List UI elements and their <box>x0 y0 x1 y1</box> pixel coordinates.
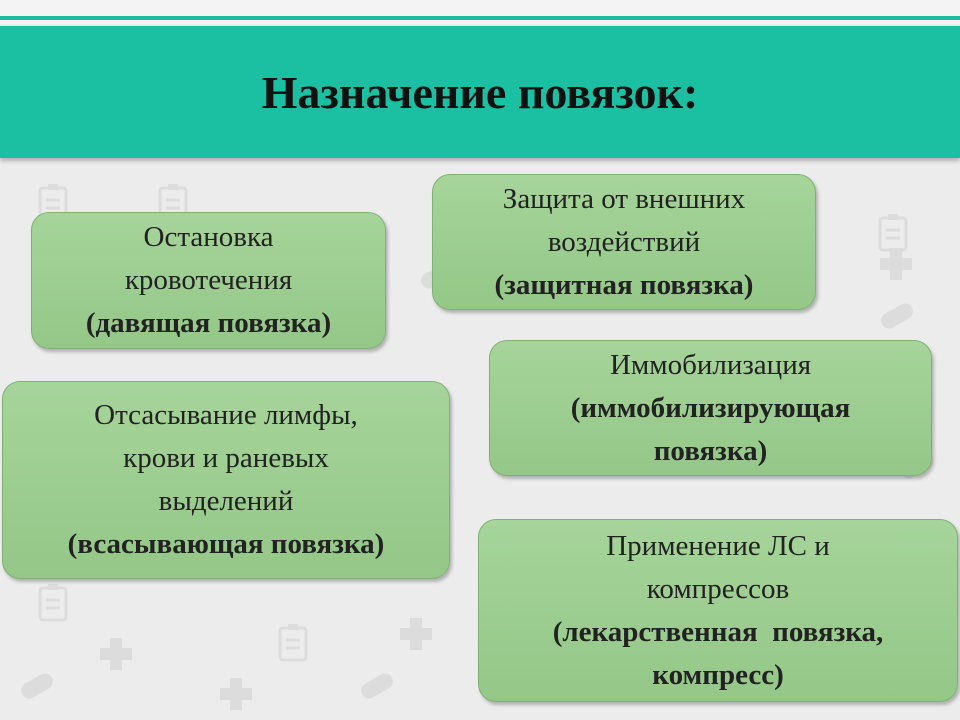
box-text-line: выделений <box>158 485 294 517</box>
box-text-line: Остановка <box>143 221 274 253</box>
top-accent-line <box>0 16 960 20</box>
box-text-line: крови и раневых <box>123 442 329 474</box>
box-bandage-type: (защитная повязка) <box>494 268 754 301</box>
box-text-line: Отсасывание лимфы, <box>94 399 358 431</box>
box-bandage-type: (давящая повязка) <box>85 307 332 339</box>
title-band <box>0 26 960 158</box>
box-bleeding-stop <box>31 212 386 349</box>
box-text-line: компрессов <box>646 572 790 605</box>
box-text-line: кровотечения <box>124 264 293 296</box>
box-bandage-type: компресс) <box>652 658 784 691</box>
box-bandage-type: повязка) <box>653 434 768 467</box>
box-bandage-type: (всасывающая повязка) <box>67 528 385 560</box>
top-strip <box>0 0 960 24</box>
box-immobilization <box>489 340 932 476</box>
box-protection <box>432 174 816 310</box>
box-text-line: Защита от внешних <box>502 182 746 215</box>
page-title: Назначение повязок: <box>261 66 699 118</box>
box-bandage-type: (иммобилизирующая <box>570 391 851 424</box>
box-bandage-type: (лекарственная повязка, <box>552 615 884 648</box>
box-text-line: воздействий <box>547 225 701 258</box>
box-absorption <box>2 381 450 579</box>
box-text-line: Иммобилизация <box>609 348 812 381</box>
box-medication <box>478 519 958 702</box>
box-text-line: Применение ЛС и <box>606 529 830 562</box>
